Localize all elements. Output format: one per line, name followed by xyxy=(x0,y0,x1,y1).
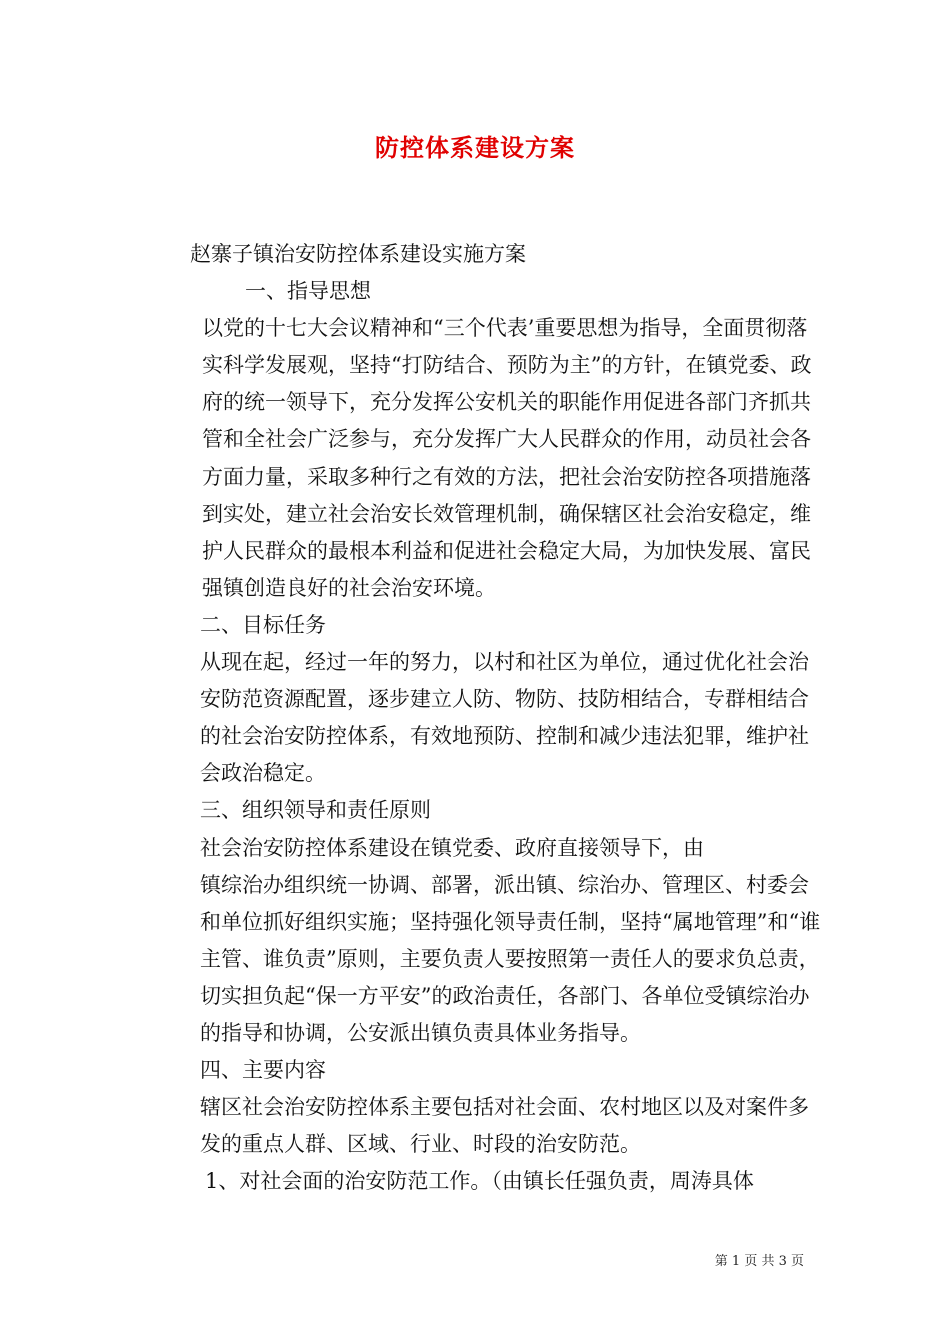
paragraph-goals: 从现在起，经过一年的努力，以村和社区为单位，通过优化社会治安防范资源配置，逐步建立人防、物防、技防相结合，专群相结合的社会治安防控体系，有效地预防、控制和减少违法犯罪，维护社会政治稳定。 xyxy=(200,650,809,786)
paragraph-organization-lead: 社会治安防控体系建设在镇党委、政府直接领导下，由 xyxy=(200,835,704,860)
paragraph-guiding-thought: 以党的十七大会议精神和“三个代表’重要思想为指导，全面贯彻落实科学发展观，坚持“打防结合、预防为主”的方针，在镇党委、政府的统一领导下，充分发挥公安机关的职能作用促进各部门齐抓共管和全社会广泛参与，充分发挥广大人民群众的作用，动员社会各方面力量，采取多种行之有效的方法，把社会治安防控各项措施落到实处，建立社会治安长效管理机制，确保辖区社会治安稳定，维护人民群众的最根本利益和促进社会稳定大局，为加快发展、富民强镇创造良好的社会治安环境。 xyxy=(202,316,812,600)
section-heading-guiding-thought: 一、指导思想 xyxy=(245,279,371,304)
document-subtitle: 赵寨子镇治安防控体系建设实施方案 xyxy=(190,242,526,266)
document-body xyxy=(143,236,823,1200)
paragraph-main-content: 辖区社会治安防控体系主要包括对社会面、农村地区以及对案件多发的重点人群、区域、行业、时段的治安防范。 xyxy=(200,1095,809,1157)
page-number-footer: 第 1 页 共 3 页 xyxy=(714,1254,804,1269)
section-heading-goals: 二、目标任务 xyxy=(200,612,326,637)
page-title: 防控体系建设方案 xyxy=(375,133,575,162)
section-heading-organization: 三、组织领导和责任原则 xyxy=(200,798,431,823)
paragraph-organization: 镇综治办组织统一协调、部署，派出镇、综治办、管理区、村委会和单位抓好组织实施；坚持强化领导责任制，坚持“属地管理”和“谁主管、谁负责”原则，主要负责人要按照第一责任人的要求负总责，切实担负起“保一方平安”的政治责任，各部门、各单位受镇综治办的指导和协调，公安派出镇负责具体业务指导。 xyxy=(200,872,821,1045)
section-heading-main-content: 四、主要内容 xyxy=(200,1058,326,1083)
paragraph-item-1: 1、对社会面的治安防范工作。（由镇长任强负责，周涛具体 xyxy=(205,1169,754,1194)
